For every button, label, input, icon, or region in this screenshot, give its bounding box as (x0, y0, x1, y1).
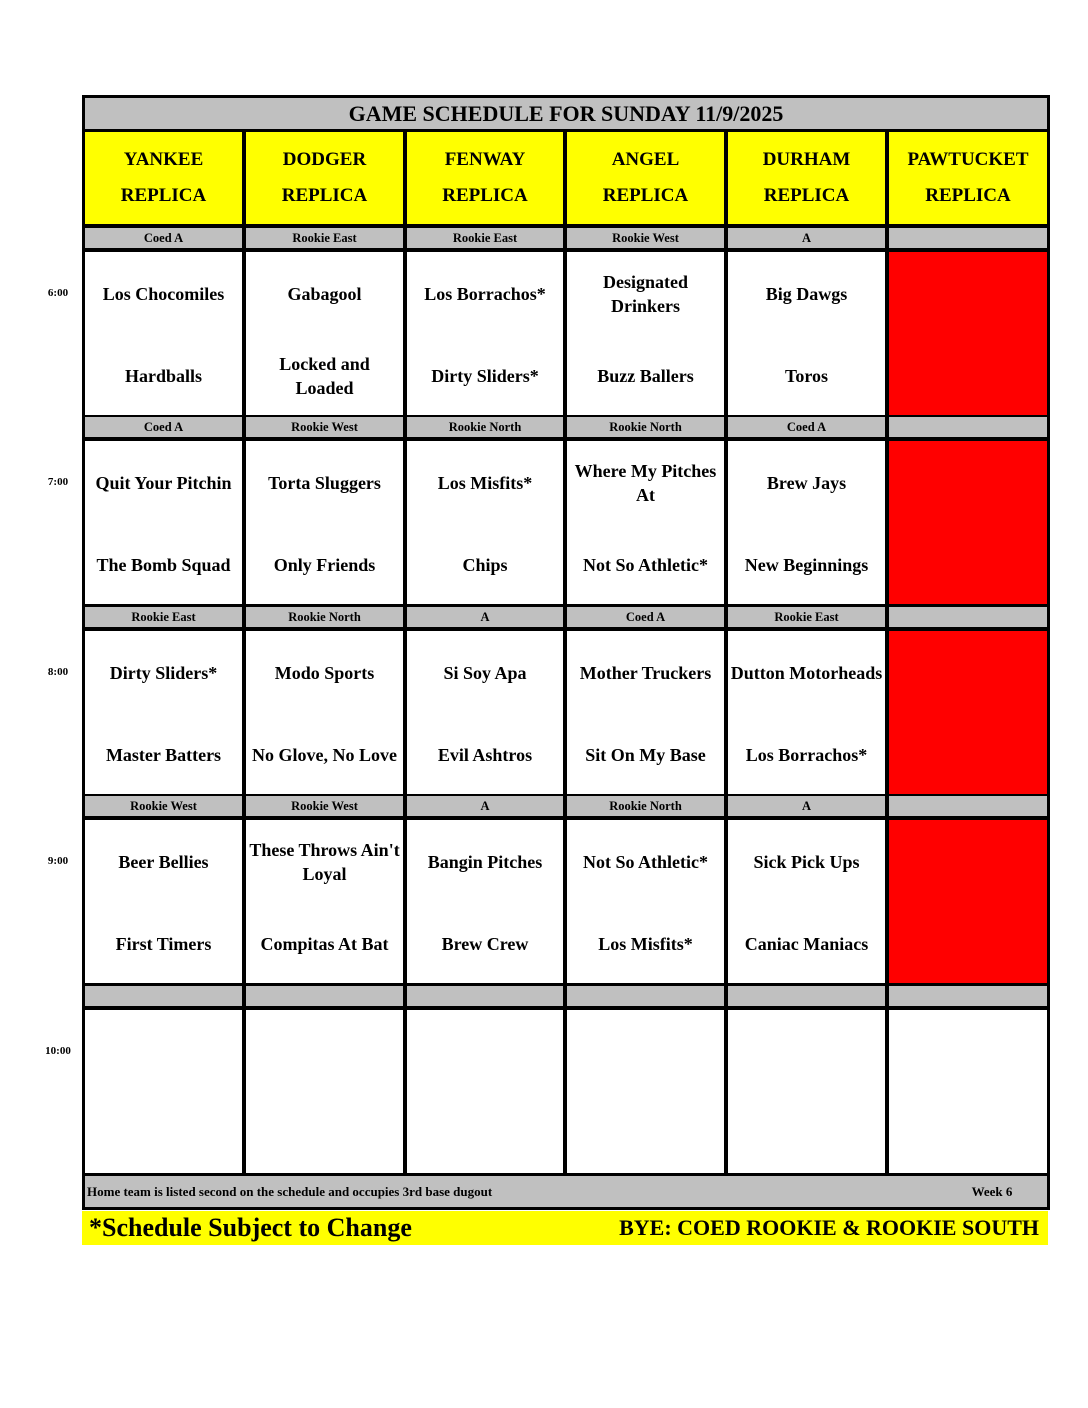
division-label: A (728, 228, 885, 248)
game-cell (728, 1010, 885, 1173)
away-team (728, 1016, 885, 1088)
away-team: Not So Athletic* (583, 852, 708, 872)
venue-header (567, 132, 724, 224)
away-team: Los Borrachos* (424, 284, 546, 304)
away-team: Brew Jays (766, 473, 847, 493)
time-label: 10:00 (45, 1045, 71, 1057)
game-cell (85, 820, 242, 983)
home-team (728, 1098, 885, 1170)
venue-subtitle: REPLICA (281, 185, 368, 206)
venue-subtitle: REPLICA (120, 185, 207, 206)
away-team: Los Misfits* (437, 473, 533, 493)
home-team: Brew Crew (441, 934, 529, 954)
away-team (567, 1016, 724, 1088)
game-cell (567, 441, 724, 604)
away-team: Si Soy Apa (443, 663, 527, 683)
division-label: Rookie North (567, 417, 724, 437)
game-cell (85, 631, 242, 794)
away-team: Los Chocomiles (102, 284, 225, 304)
home-team: Compitas At Bat (260, 934, 389, 954)
schedule-title: GAME SCHEDULE FOR SUNDAY 11/9/2025 (85, 98, 1047, 129)
venue-header (407, 132, 563, 224)
division-label: Rookie West (246, 417, 403, 437)
game-cell (85, 1010, 242, 1173)
home-team: Los Borrachos* (745, 745, 868, 765)
away-team: Where My Pitches At (574, 461, 717, 505)
game-cell (407, 252, 563, 415)
home-team: Toros (784, 366, 829, 386)
venue-name: PAWTUCKET (907, 149, 1029, 170)
game-cell (246, 820, 403, 983)
home-team: Los Misfits* (598, 934, 693, 954)
footer-note: Home team is listed second on the schedule and occupies 3rd base dugout (87, 1183, 493, 1199)
venue-subtitle: REPLICA (763, 185, 850, 206)
home-team: First Timers (115, 934, 212, 954)
venue-name: DURHAM (762, 149, 851, 170)
division-label (889, 986, 1047, 1006)
away-team (246, 1016, 403, 1088)
home-team: Locked and Loaded (279, 354, 370, 398)
game-cell (567, 631, 724, 794)
home-team: Sit On My Base (585, 745, 706, 765)
game-cell (407, 441, 563, 604)
venue-subtitle: REPLICA (925, 185, 1011, 206)
bye-notice: BYE: COED ROOKIE & ROOKIE SOUTH (619, 1215, 1039, 1240)
division-label: Rookie North (246, 607, 403, 627)
home-team: The Bomb Squad (96, 555, 231, 575)
division-label: Coed A (85, 417, 242, 437)
away-team: Quit Your Pitchin (95, 473, 232, 493)
division-label (728, 986, 885, 1006)
time-label: 8:00 (47, 666, 69, 678)
division-label: Rookie West (567, 228, 724, 248)
division-label: Rookie East (728, 607, 885, 627)
home-team: Dirty Sliders* (431, 366, 539, 386)
home-team: Hardballs (124, 366, 203, 386)
home-team: New Beginnings (744, 555, 869, 575)
division-label (889, 417, 1047, 437)
division-label: Rookie East (85, 607, 242, 627)
game-cell (246, 1010, 403, 1173)
game-cell (567, 252, 724, 415)
game-cell (728, 631, 885, 794)
week-label: Week 6 (971, 1183, 1013, 1199)
home-team: No Glove, No Love (252, 745, 397, 765)
venue-name: YANKEE (123, 149, 204, 170)
unavailable-field-cell (889, 441, 1047, 604)
venue-header (728, 132, 885, 224)
game-cell (246, 631, 403, 794)
home-team: Only Friends (273, 555, 376, 575)
venue-subtitle: REPLICA (602, 185, 689, 206)
division-label (889, 607, 1047, 627)
division-label: Rookie East (246, 228, 403, 248)
home-team (85, 1098, 242, 1170)
division-label: Rookie West (85, 796, 242, 816)
away-team (407, 1016, 563, 1088)
venue-name: FENWAY (444, 149, 526, 170)
division-label: Rookie North (567, 796, 724, 816)
game-cell (728, 441, 885, 604)
schedule-change-notice: *Schedule Subject to Change (89, 1213, 412, 1242)
game-cell (85, 441, 242, 604)
home-team (407, 1098, 563, 1170)
division-label (246, 986, 403, 1006)
division-label (567, 986, 724, 1006)
away-team: Mother Truckers (579, 663, 712, 683)
home-team (889, 1098, 1047, 1170)
venue-header (889, 132, 1047, 224)
venue-subtitle: REPLICA (442, 185, 528, 206)
away-team: Big Dawgs (765, 284, 848, 304)
division-label: Rookie East (407, 228, 563, 248)
game-cell (407, 1010, 563, 1173)
division-label: Coed A (567, 607, 724, 627)
home-team: Buzz Ballers (597, 366, 694, 386)
time-label: 9:00 (47, 855, 69, 867)
bottom-banner (82, 1211, 1048, 1245)
game-cell (889, 1010, 1047, 1173)
venue-name: ANGEL (611, 149, 680, 170)
away-team: Sick Pick Ups (753, 852, 860, 872)
home-team: Chips (462, 555, 508, 575)
division-label: A (407, 607, 563, 627)
division-label (889, 796, 1047, 816)
division-label: Coed A (85, 228, 242, 248)
footer-bar (85, 1176, 1047, 1207)
home-team (246, 1098, 403, 1170)
away-team: Dirty Sliders* (109, 663, 218, 683)
away-team: Torta Sluggers (268, 473, 381, 493)
division-label: A (407, 796, 563, 816)
division-label: Rookie West (246, 796, 403, 816)
division-label (889, 228, 1047, 248)
away-team: Dutton Motorheads (730, 663, 883, 683)
game-cell (246, 441, 403, 604)
game-cell (407, 631, 563, 794)
away-team: These Throws Ain't Loyal (249, 840, 400, 884)
game-cell (728, 252, 885, 415)
unavailable-field-cell (889, 820, 1047, 983)
time-label: 7:00 (47, 476, 69, 488)
unavailable-field-cell (889, 252, 1047, 415)
venue-header (246, 132, 403, 224)
game-cell (407, 820, 563, 983)
division-label (407, 986, 563, 1006)
unavailable-field-cell (889, 631, 1047, 794)
home-team: Evil Ashtros (437, 745, 533, 765)
game-cell (246, 252, 403, 415)
game-cell (567, 1010, 724, 1173)
home-team (567, 1098, 724, 1170)
home-team: Master Batters (105, 745, 222, 765)
away-team: Designated Drinkers (603, 272, 688, 316)
home-team: Caniac Maniacs (744, 934, 869, 954)
away-team (85, 1016, 242, 1088)
home-team: Not So Athletic* (583, 555, 708, 575)
division-label: Rookie North (407, 417, 563, 437)
away-team (889, 1016, 1047, 1088)
away-team: Bangin Pitches (427, 852, 543, 872)
division-label: A (728, 796, 885, 816)
game-cell (567, 820, 724, 983)
venue-header (85, 132, 242, 224)
division-label: Coed A (728, 417, 885, 437)
time-label: 6:00 (47, 287, 69, 299)
away-team: Modo Sports (274, 663, 375, 683)
away-team: Gabagool (287, 284, 362, 304)
venue-name: DODGER (282, 149, 367, 170)
game-cell (728, 820, 885, 983)
division-label (85, 986, 242, 1006)
game-cell (85, 252, 242, 415)
away-team: Beer Bellies (118, 852, 209, 872)
